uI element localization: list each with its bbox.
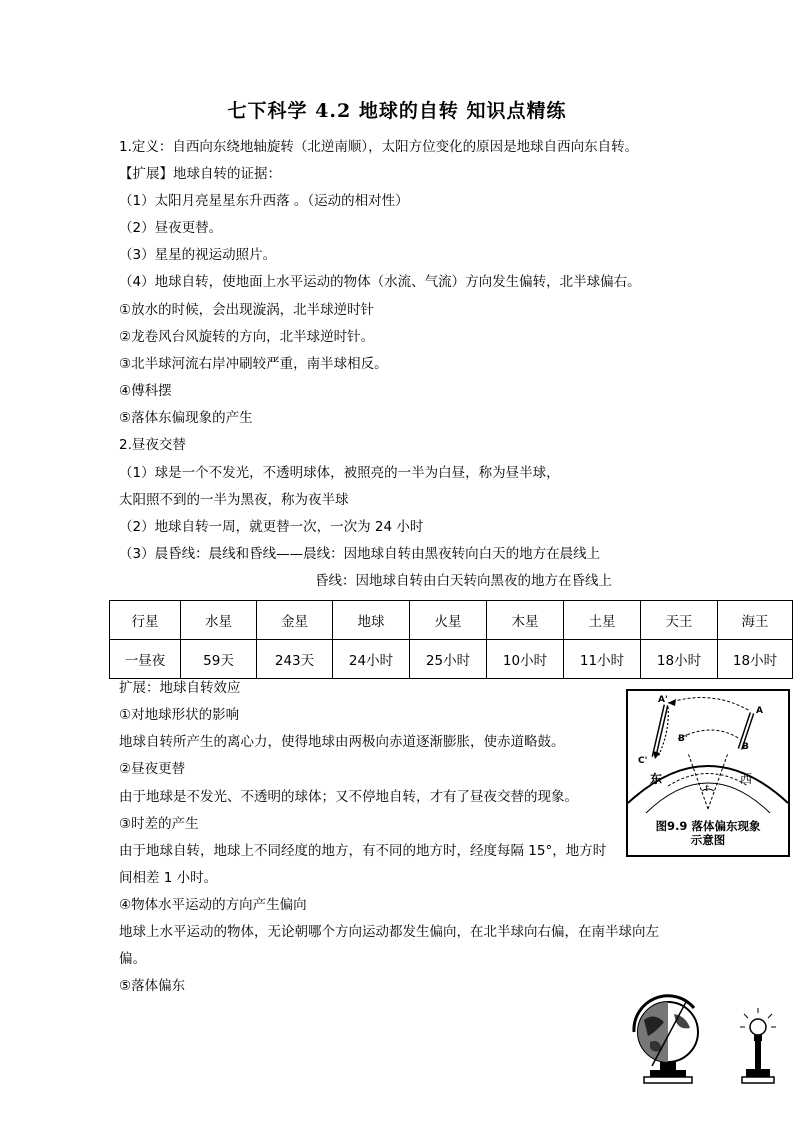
effect-5-heading: ⑤落体偏东: [119, 978, 186, 994]
table-cell: 行星: [110, 601, 181, 640]
table-cell: 10小时: [487, 640, 564, 679]
label-a: A: [756, 706, 763, 716]
example-line-5: ⑤落体东偏现象的产生: [119, 410, 253, 426]
globe-icon: [634, 996, 698, 1083]
label-t: t: [705, 784, 709, 794]
day-night-line-3: （2）地球自转一周，就更替一次，一次为 24 小时: [119, 519, 424, 535]
effect-3-text-cont: 间相差 1 小时。: [119, 870, 218, 886]
table-cell: 25小时: [410, 640, 487, 679]
table-cell: 18小时: [718, 640, 793, 679]
effect-4-text-cont: 偏。: [119, 951, 146, 967]
planet-day-table: [109, 600, 793, 679]
terminator-line-2: 昏线：因地球自转由白天转向黑夜的地方在昏线上: [315, 573, 612, 589]
label-c-prime: C': [638, 756, 648, 766]
definition-line: 1.定义：自西向东绕地轴旋转（北逆南顺），太阳方位变化的原因是地球自西向东自转。: [119, 139, 639, 155]
effect-4-heading: ④物体水平运动的方向产生偏向: [119, 897, 307, 913]
effects-heading: 扩展：地球自转效应: [119, 680, 241, 696]
table-cell: 24小时: [333, 640, 410, 679]
figure-caption-line-1: 图9.9 落体偏东现象: [655, 819, 761, 833]
label-b: B: [742, 742, 749, 752]
page-title: 七下科学 4.2 地球的自转 知识点精练: [227, 100, 567, 122]
day-night-line-1: （1）球是一个不发光，不透明球体，被照亮的一半为白昼，称为昼半球，: [119, 465, 560, 481]
table-cell: 金星: [257, 601, 333, 640]
section-2-heading: 2.昼夜交替: [119, 437, 186, 453]
figure-caption-line-2: 示意图: [690, 833, 726, 847]
figure-caption: [628, 819, 788, 847]
effect-1-heading: ①对地球形状的影响: [119, 707, 240, 723]
label-a-prime: A': [658, 695, 668, 705]
table-cell: 火星: [410, 601, 487, 640]
day-night-line-2: 太阳照不到的一半为黑夜，称为夜半球: [119, 492, 349, 508]
label-east: 东: [650, 772, 663, 786]
effect-2-heading: ②昼夜更替: [119, 761, 186, 777]
evidence-line-4: （4）地球自转，使地面上水平运动的物体（水流、气流）方向发生偏转，北半球偏右。: [119, 274, 641, 290]
evidence-line-2: （2）昼夜更替。: [119, 220, 223, 236]
label-west: 西: [740, 772, 753, 786]
table-cell: 11小时: [564, 640, 641, 679]
example-line-2: ②龙卷风台风旋转的方向，北半球逆时针。: [119, 329, 375, 345]
table-cell: 59天: [181, 640, 257, 679]
table-cell: 地球: [333, 601, 410, 640]
table-cell: 一昼夜: [110, 640, 181, 679]
effect-4-text: 地球上水平运动的物体，无论朝哪个方向运动都发生偏向，在北半球向右偏，在南半球向左: [119, 924, 659, 940]
table-cell: 243天: [257, 640, 333, 679]
table-cell: 海王: [718, 601, 793, 640]
table-cell: 18小时: [641, 640, 718, 679]
globe-lamp-illustration: [630, 992, 780, 1087]
lamp-icon: [740, 1008, 776, 1083]
effect-2-text: 由于地球是不发光、不透明的球体；又不停地自转，才有了昼夜交替的现象。: [119, 789, 578, 805]
table-cell: 水星: [181, 601, 257, 640]
label-b-prime: B': [678, 734, 688, 744]
table-cell: 木星: [487, 601, 564, 640]
effect-3-heading: ③时差的产生: [119, 816, 199, 832]
example-line-4: ④傅科摆: [119, 383, 172, 399]
table-cell: 土星: [564, 601, 641, 640]
table-row: [110, 640, 793, 679]
extension-heading: 【扩展】地球自转的证据：: [119, 166, 281, 182]
table-header-row: [110, 601, 793, 640]
evidence-line-3: （3）星星的视运动照片。: [119, 247, 277, 263]
table-cell: 天王: [641, 601, 718, 640]
example-line-3: ③北半球河流右岸冲刷较严重，南半球相反。: [119, 356, 388, 372]
falling-body-figure: [626, 689, 790, 857]
example-line-1: ①放水的时候，会出现漩涡，北半球逆时针: [119, 302, 375, 318]
effect-3-text: 由于地球自转，地球上不同经度的地方，有不同的地方时，经度每隔 15°，地方时: [119, 843, 607, 859]
terminator-line-1: （3）晨昏线：晨线和昏线——晨线：因地球自转由黑夜转向白天的地方在晨线上: [119, 546, 601, 562]
evidence-line-1: （1）太阳月亮星星东升西落 。（运动的相对性）: [119, 193, 409, 209]
effect-1-text: 地球自转所产生的离心力，使得地球由两极向赤道逐渐膨胀，使赤道略鼓。: [119, 734, 565, 750]
